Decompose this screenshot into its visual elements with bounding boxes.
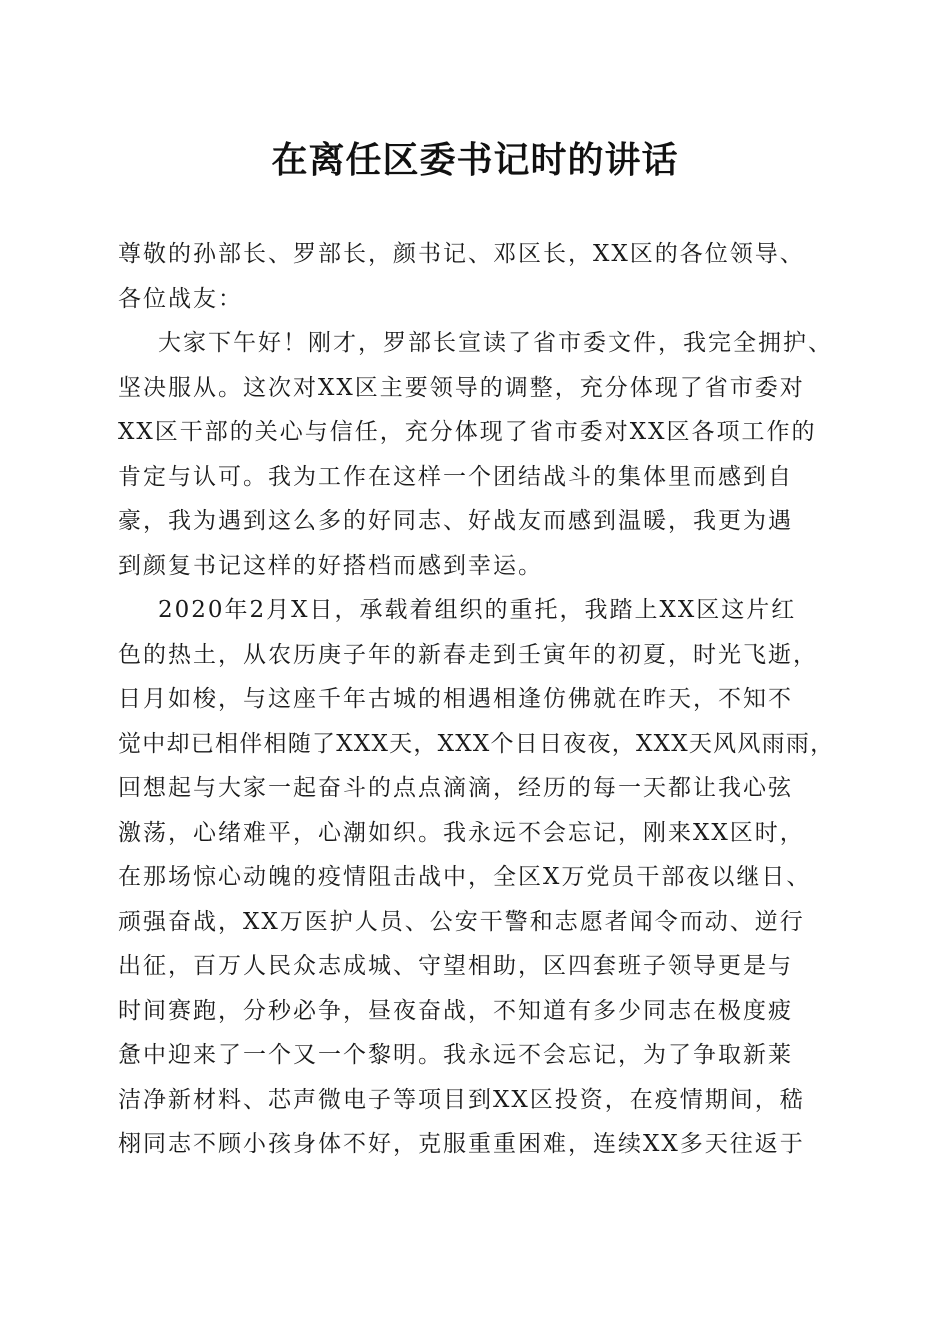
text-line: 顽强奋战，XX万医护人员、公安干警和志愿者闻令而动、逆行 (118, 908, 805, 935)
text-line: 惫中迎来了一个又一个黎明。我永远不会忘记，为了争取新莱 (118, 1042, 793, 1068)
text-line: 觉中却已相伴相随了XXX天，XXX个日日夜夜，XXX天风风雨雨， (118, 730, 835, 757)
text-line: 2020年2月X日，承载着组织的重托，我踏上XX区这片红 (158, 597, 797, 623)
text-line: 激荡，心绪难平，心潮如织。我永远不会忘记，刚来XX区时， (118, 819, 805, 846)
text-line: 出征，百万人民众志成城、守望相助，区四套班子领导更是与 (118, 953, 793, 979)
text-line: 回想起与大家一起奋斗的点点滴滴，经历的每一天都让我心弦 (118, 775, 793, 801)
text-line: 栩同志不顾小孩身体不好，克服重重困难，连续XX多天往返于 (118, 1131, 805, 1157)
text-line: 豪，我为遇到这么多的好同志、好战友而感到温暖，我更为遇 (118, 508, 793, 534)
text-line: 时间赛跑，分秒必争，昼夜奋战，不知道有多少同志在极度疲 (118, 997, 793, 1024)
text-line: 坚决服从。这次对XX区主要领导的调整，充分体现了省市委对 (118, 374, 805, 401)
text-line: 大家下午好！刚才，罗部长宣读了省市委文件，我完全拥护、 (158, 330, 833, 356)
text-line: 到颜复书记这样的好搭档而感到幸运。 (118, 552, 543, 579)
speech-body (118, 232, 834, 1167)
text-line: XX区干部的关心与信任，充分体现了省市委对XX区各项工作的 (118, 419, 817, 445)
text-line: 各位战友： (118, 285, 243, 312)
text-line: 尊敬的孙部长、罗部长，颜书记、邓区长，XX区的各位领导、 (118, 241, 805, 267)
text-line: 洁净新材料、芯声微电子等项目到XX区投资，在疫情期间，嵇 (118, 1086, 805, 1113)
text-line: 肯定与认可。我为工作在这样一个团结战斗的集体里而感到自 (118, 463, 793, 490)
text-line: 色的热土，从农历庚子年的新春走到壬寅年的初夏，时光飞逝， (118, 641, 818, 668)
text-line: 日月如梭，与这座千年古城的相遇相逢仿佛就在昨天，不知不 (118, 686, 793, 712)
text-line: 在那场惊心动魄的疫情阻击战中，全区X万党员干部夜以继日、 (118, 864, 812, 890)
page-title: 在离任区委书记时的讲话 (271, 139, 679, 181)
